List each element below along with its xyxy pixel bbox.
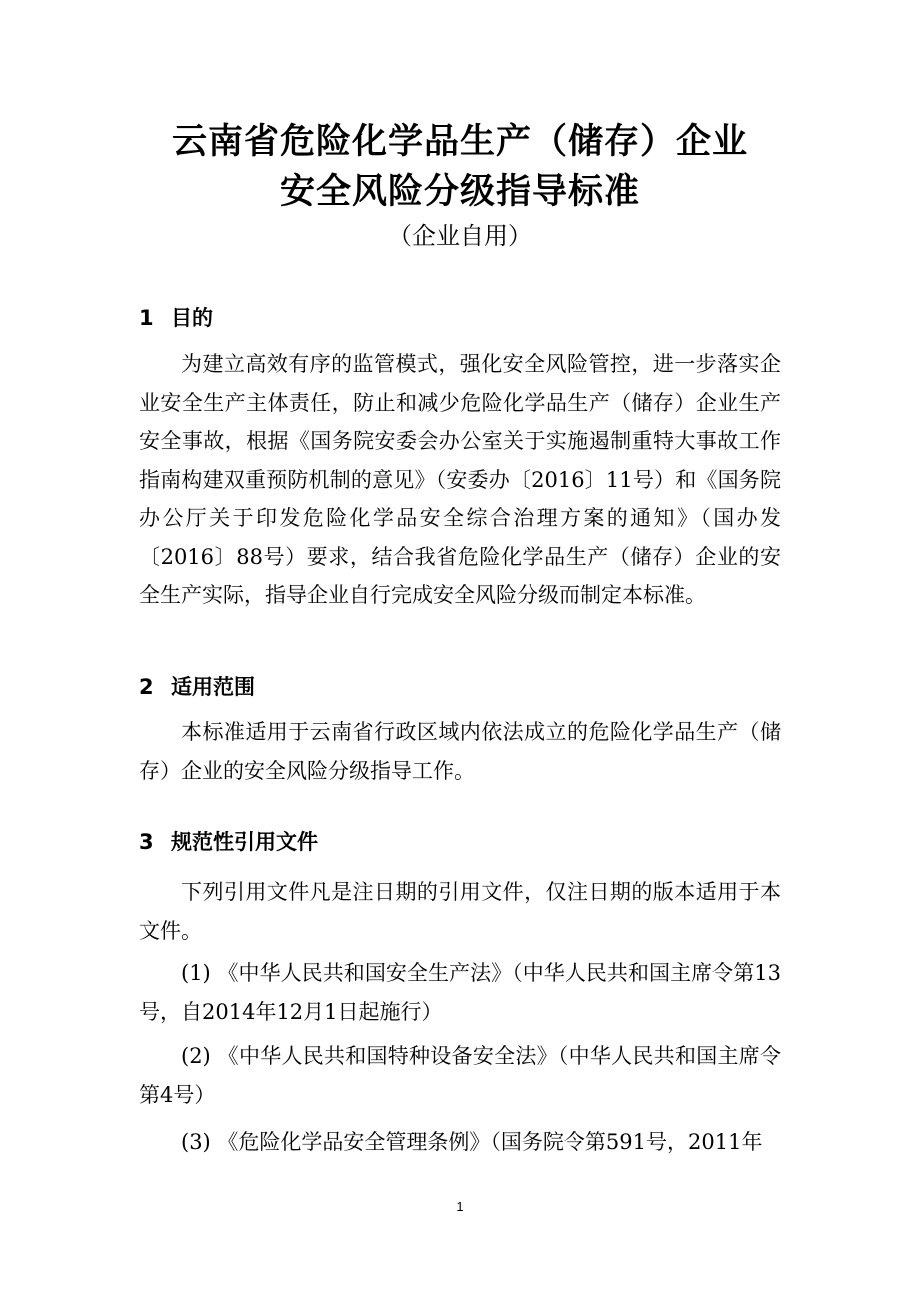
- section-heading-purpose: [139, 302, 213, 332]
- paragraph-scope: 本标准适用于云南省行政区域内依法成立的危险化学品生产（储存）企业的安全风险分级指导工作。: [139, 720, 781, 783]
- page-number: 1: [456, 1199, 464, 1214]
- reference-item-1: (1) 《中华人民共和国安全生产法》（中华人民共和国主席令第13号，自2014年12月1日起施行）: [139, 961, 781, 1024]
- section-title: 目的: [171, 306, 213, 330]
- reference-item-3: (3) 《危险化学品安全管理条例》（国务院令第591号，2011年: [181, 1130, 763, 1154]
- document-title-line2: 安全风险分级指导标准: [279, 172, 640, 212]
- paragraph-references-intro: 下列引用文件凡是注日期的引用文件，仅注日期的版本适用于本文件。: [139, 880, 781, 943]
- reference-item-2: (2) 《中华人民共和国特种设备安全法》（中华人民共和国主席令第4号）: [139, 1044, 781, 1107]
- paragraph-purpose: 为建立高效有序的监管模式，强化安全风险管控，进一步落实企业安全生产主体责任，防止和减少危险化学品生产（储存）企业生产安全事故，根据《国务院安委会办公室关于实施遏制重特大事故工作指南构建双重预防机制的意见》（安委办〔2016〕11号）和《国务院办公厅关于印发危险化学品安全综合治理方案的通知》（国办发〔2016〕88号）要求，结合我省危险化学品生产（储存）企业的安全生产实际，指导企业自行完成安全风险分级而制定本标准。: [139, 352, 781, 607]
- section-number: 3: [139, 830, 154, 854]
- section-heading-scope: [139, 671, 255, 701]
- section-title: 规范性引用文件: [171, 830, 318, 854]
- section-heading-references: [139, 826, 318, 856]
- section-title: 适用范围: [171, 675, 255, 699]
- section-number: 2: [139, 675, 154, 699]
- document-title-line1: 云南省危险化学品生产（储存）企业: [171, 122, 748, 162]
- section-number: 1: [139, 306, 154, 330]
- document-subtitle: （企业自用）: [388, 222, 532, 250]
